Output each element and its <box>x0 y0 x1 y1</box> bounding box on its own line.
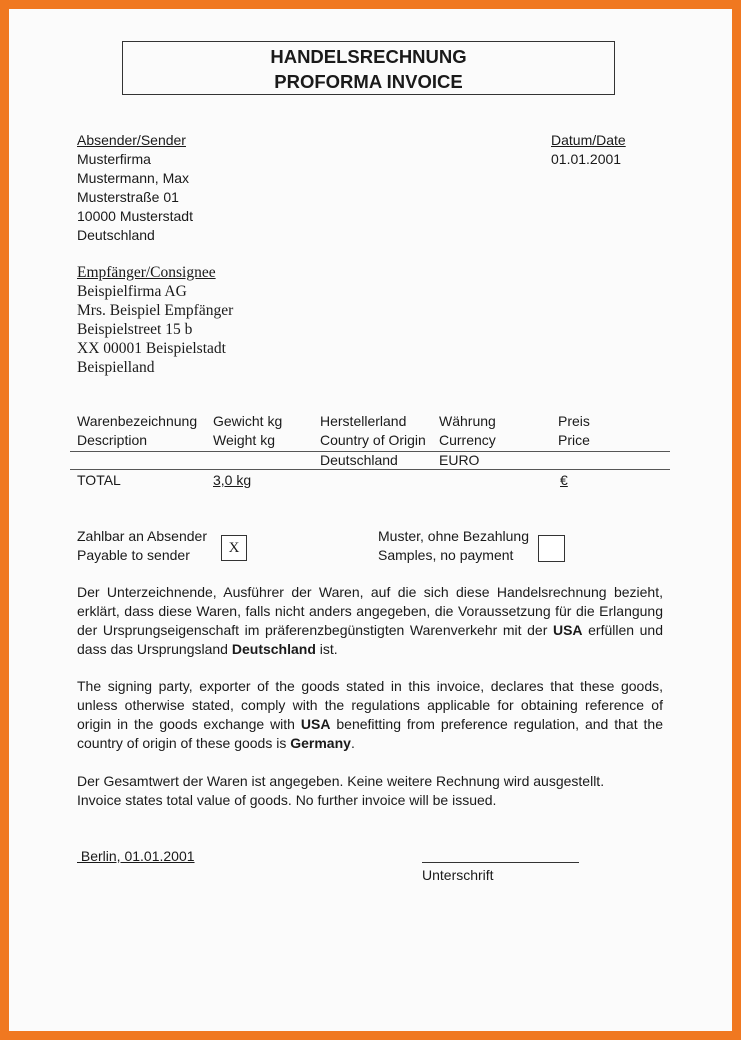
bold-country: USA <box>552 622 583 638</box>
payable-to-sender-label <box>77 527 207 565</box>
text: erfüllen und dass das Ursprungsland <box>77 622 663 657</box>
title-box <box>122 41 615 95</box>
consignee-line: Beispielstreet 15 b <box>77 321 193 338</box>
row-country: Deutschland <box>320 452 398 468</box>
label-de: Muster, ohne Bezahlung <box>378 528 529 544</box>
header-de: Gewicht kg <box>213 413 283 429</box>
sender-line: Mustermann, Max <box>77 170 190 186</box>
consignee-line: Beispielfirma AG <box>77 283 187 300</box>
text: ist. <box>315 641 338 657</box>
date-value: 01.01.2001 <box>551 151 622 167</box>
consignee-heading: Empfänger/Consignee <box>77 264 216 281</box>
col-weight-header <box>213 412 282 450</box>
statement-en: Invoice states total value of goods. No further invoice will be issued. <box>77 792 497 808</box>
consignee-line: Mrs. Beispiel Empfänger <box>77 302 234 319</box>
label-en: Samples, no payment <box>378 547 514 563</box>
header-de: Warenbezeichnung <box>77 413 198 429</box>
header-de: Herstellerland <box>320 413 407 429</box>
text: The signing party, exporter of the goods stated in this invoice, declares that these goods, unless otherwise stated, comply with the regulations applicable for obtaining reference of origin in the goods exchange with <box>77 678 663 732</box>
header-de: Preis <box>558 413 590 429</box>
text: benefitting from preference regulation, and that the country of origin of these goods is <box>77 716 663 751</box>
sender-heading: Absender/Sender <box>77 132 186 148</box>
label-de: Zahlbar an Absender <box>77 528 207 544</box>
total-weight: 3,0 kg <box>213 472 252 488</box>
sender-line: Deutschland <box>77 227 155 243</box>
total-price: € <box>560 472 568 488</box>
bold-country: Deutschland <box>231 641 316 657</box>
declaration-english <box>77 677 663 753</box>
signature-line <box>422 862 579 863</box>
bold-country: USA <box>300 716 331 732</box>
consignee-block <box>77 263 233 377</box>
consignee-line: Beispielland <box>77 359 155 376</box>
col-description-header <box>77 412 197 450</box>
text: . <box>350 735 355 751</box>
header-en: Country of Origin <box>320 432 426 448</box>
signature-label: Unterschrift <box>422 867 494 883</box>
sender-line: Musterstraße 01 <box>77 189 179 205</box>
samples-no-payment-label <box>378 527 529 565</box>
sender-line: 10000 Musterstadt <box>77 208 193 224</box>
col-price-header <box>558 412 590 450</box>
row-currency: EURO <box>439 452 480 468</box>
table-divider-bottom <box>70 469 670 470</box>
sender-line: Musterfirma <box>77 151 151 167</box>
header-en: Price <box>558 432 590 448</box>
title-line-2: PROFORMA INVOICE <box>274 71 463 92</box>
label-en: Payable to sender <box>77 547 190 563</box>
payable-to-sender-checkbox: X <box>221 535 247 561</box>
statement-de: Der Gesamtwert der Waren ist angegeben. Keine weitere Rechnung wird ausgestellt. <box>77 773 605 789</box>
total-value-statement <box>77 772 604 810</box>
date-block <box>551 131 626 169</box>
header-en: Currency <box>439 432 496 448</box>
text: Der Unterzeichnende, Ausführer der Waren, auf die sich diese Handelsrechnung bezieht, erklärt, dass diese Waren, falls nicht anders angegeben, die Voraussetzung für die Erlangung der Ursprungseigenschaft im präferenzbegünstigten Warenverkehr mit der <box>77 584 663 638</box>
declaration-german <box>77 583 663 659</box>
bold-country: Germany <box>290 735 351 751</box>
date-heading: Datum/Date <box>551 132 626 148</box>
sender-block <box>77 131 193 245</box>
header-de: Währung <box>439 413 496 429</box>
samples-checkbox <box>538 535 565 562</box>
header-en: Description <box>77 432 148 448</box>
col-origin-header <box>320 412 426 450</box>
total-label: TOTAL <box>77 472 121 488</box>
col-currency-header <box>439 412 496 450</box>
title-line-1: HANDELSRECHNUNG <box>270 46 467 67</box>
header-en: Weight kg <box>213 432 275 448</box>
place-date: Berlin, 01.01.2001 <box>77 848 195 864</box>
consignee-line: XX 00001 Beispielstadt <box>77 340 226 357</box>
